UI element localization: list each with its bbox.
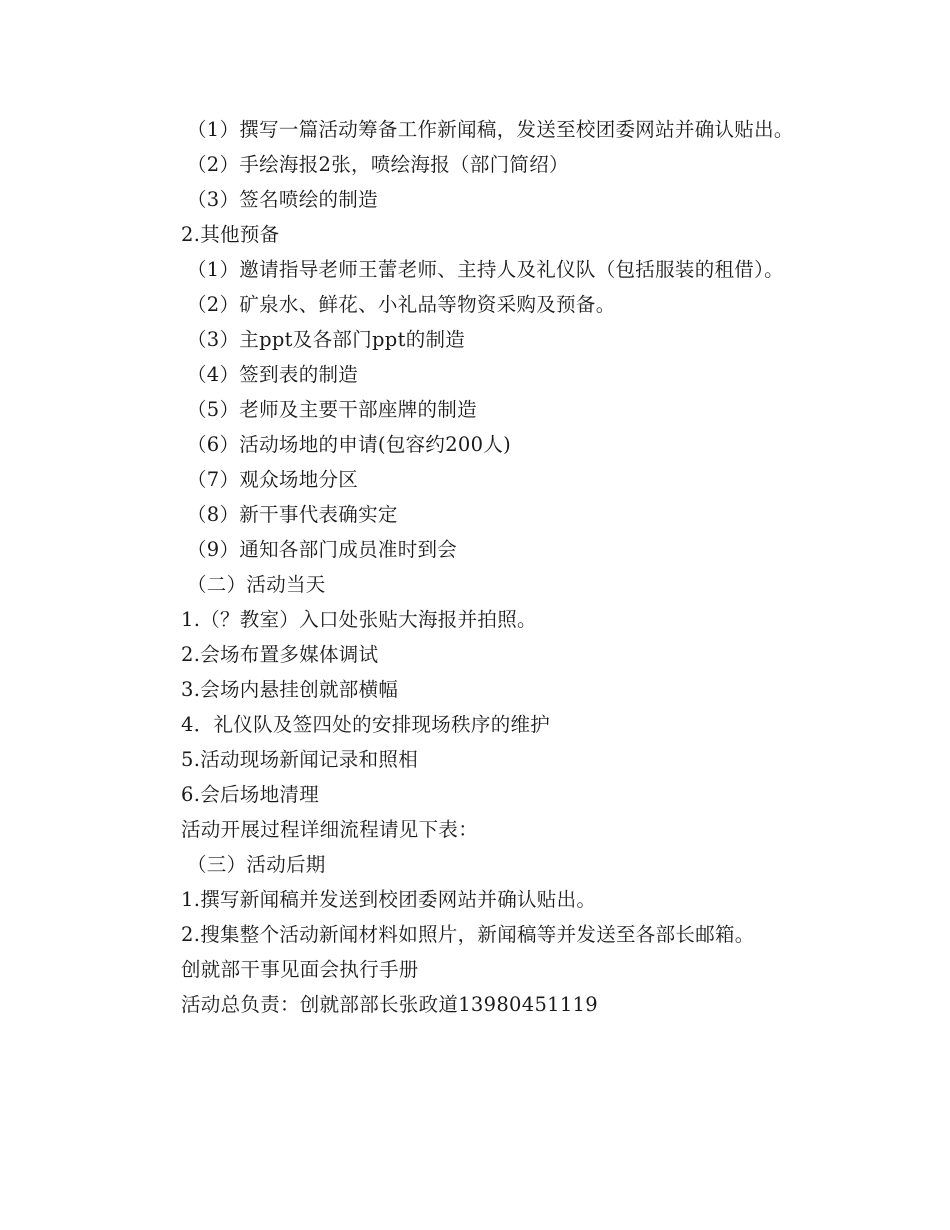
paragraph-18: 4．礼仪队及签四处的安排现场秩序的维护 [181,713,551,736]
paragraph-16: 2.会场布置多媒体调试 [181,643,379,666]
paragraph-23: 1.撰写新闻稿并发送到校团委网站并确认贴出。 [181,888,597,911]
paragraph-10: （6）活动场地的申请(包容约200人) [187,433,512,456]
section-heading-other-prep: 2.其他预备 [181,223,280,246]
paragraph-24: 2.搜集整个活动新闻材料如照片，新闻稿等并发送至各部长邮箱。 [181,923,755,946]
document-body [141,112,813,1022]
paragraph-1: （1）撰写一篇活动筹备工作新闻稿，发送至校团委网站并确认贴出。 [187,118,794,141]
paragraph-11: （7）观众场地分区 [187,468,359,491]
paragraph-12: （8）新干事代表确实定 [187,503,398,526]
paragraph-3: （3）签名喷绘的制造 [187,188,378,211]
manual-title: 创就部干事见面会执行手册 [181,958,419,981]
paragraph-19: 5.活动现场新闻记录和照相 [181,748,419,771]
paragraph-5: （1）邀请指导老师王蕾老师、主持人及礼仪队（包括服装的租借）。 [187,258,784,281]
paragraph-9: （5）老师及主要干部座牌的制造 [187,398,477,421]
contact-line: 活动总负责：创就部部长张政道13980451119 [181,993,598,1016]
paragraph-20: 6.会后场地清理 [181,783,320,806]
section-heading-post-event: （三）活动后期 [187,853,326,876]
paragraph-13: （9）通知各部门成员准时到会 [187,538,458,561]
paragraph-8: （4）签到表的制造 [187,363,359,386]
paragraph-7: （3）主ppt及各部门ppt的制造 [187,328,466,351]
paragraph-21: 活动开展过程详细流程请见下表： [181,818,479,841]
section-heading-event-day: （二）活动当天 [187,573,326,596]
paragraph-2: （2）手绘海报2张，喷绘海报（部门简绍） [187,153,569,176]
paragraph-15: 1.（？教室）入口处张贴大海报并拍照。 [181,608,537,631]
paragraph-17: 3.会场内悬挂创就部横幅 [181,678,399,701]
paragraph-6: （2）矿泉水、鲜花、小礼品等物资采购及预备。 [187,293,616,316]
